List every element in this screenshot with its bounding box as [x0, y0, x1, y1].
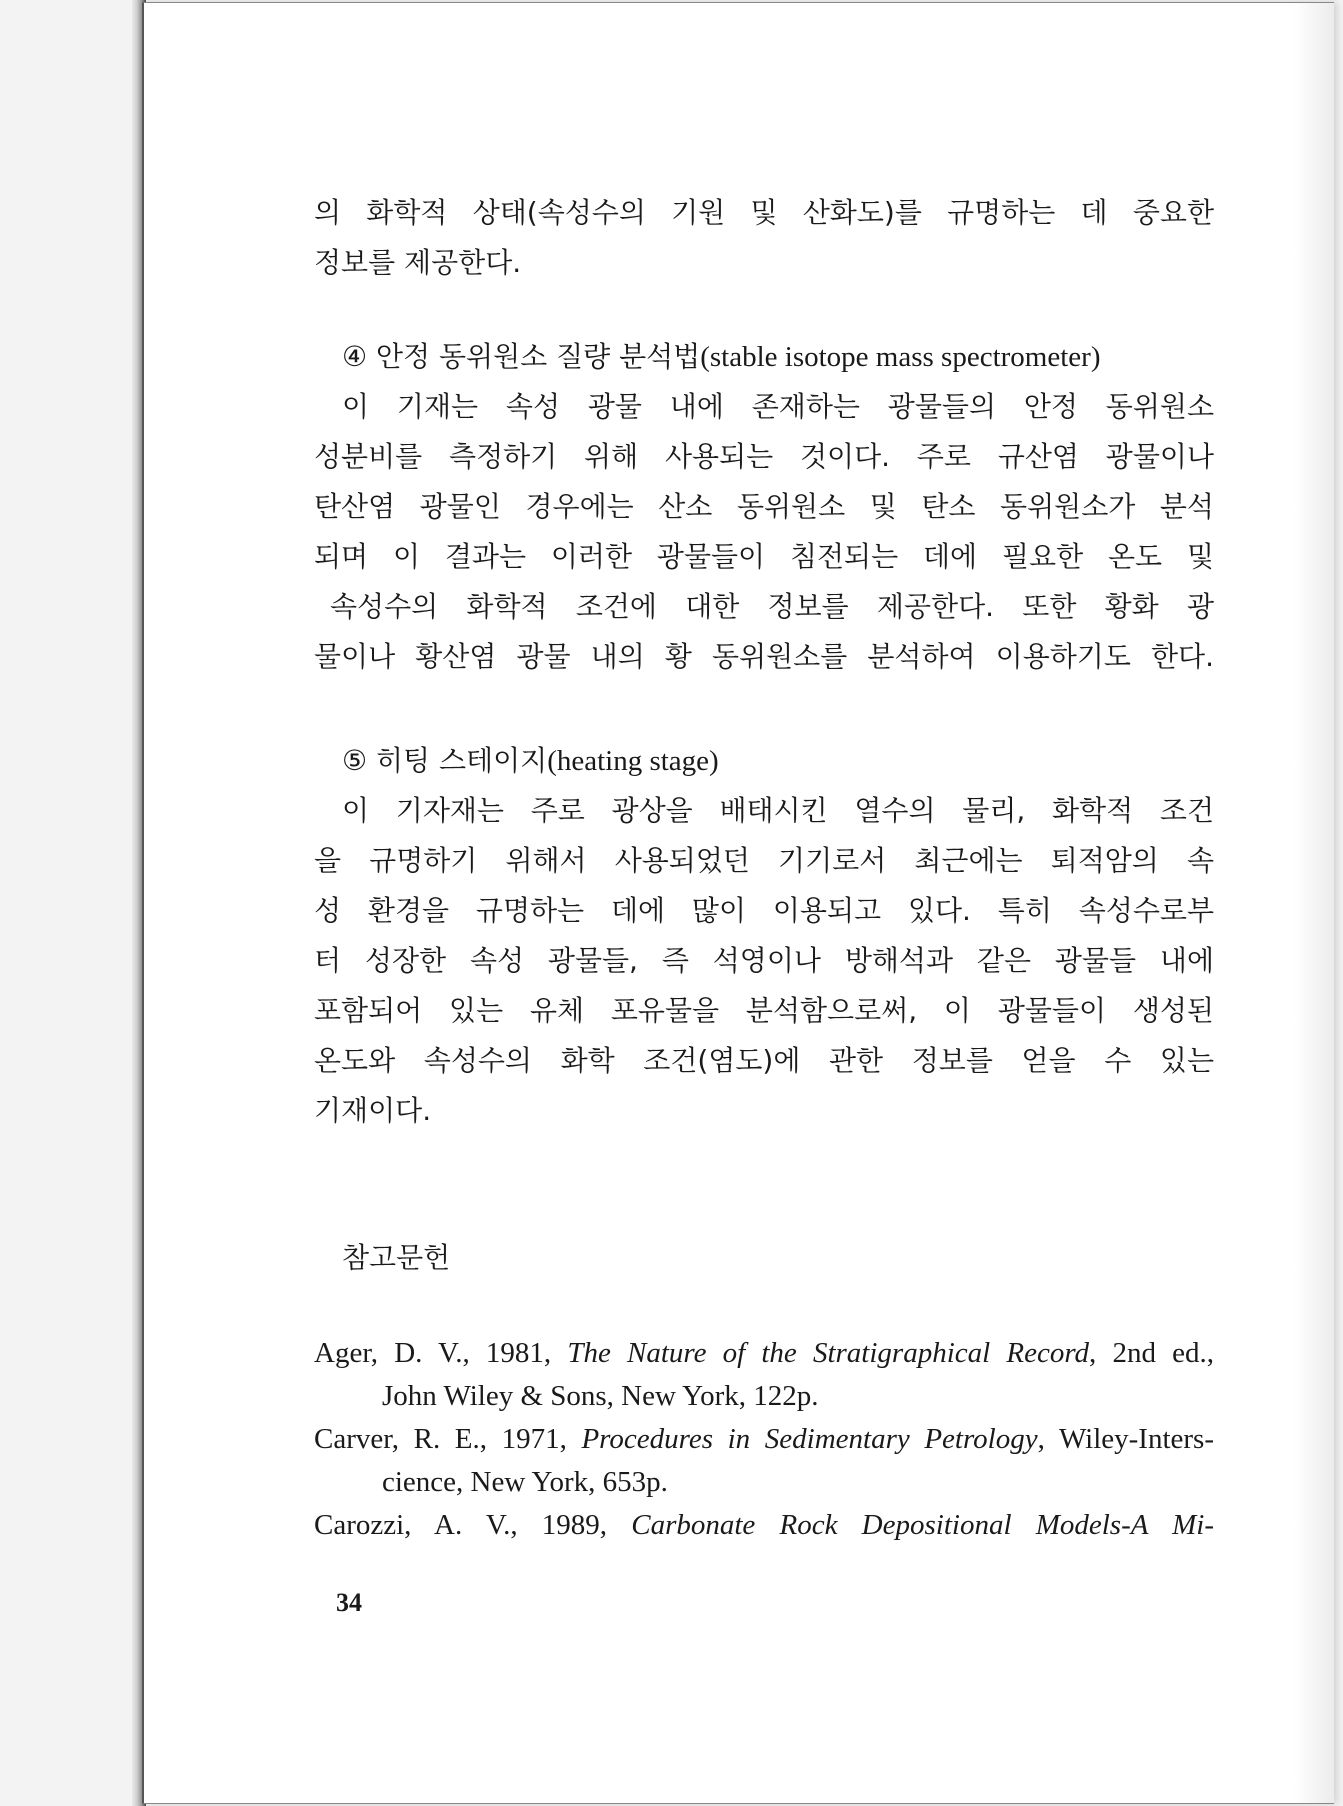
text-line: 을 규명하기 위해서 사용되었던 기기로서 최근에는 퇴적암의 속 [314, 844, 1214, 877]
section-heading-korean: ④ 안정 동위원소 질량 분석법 [342, 340, 701, 373]
reference-author-year: Carozzi, A. V., 1989, [314, 1509, 632, 1541]
reference-title: Carbonate Rock Depositional Models-A Mi- [631, 1509, 1214, 1541]
reference-author-year: Carver, R. E., 1971, [314, 1423, 582, 1455]
references-title: 참고문헌 [342, 1241, 451, 1274]
text-line: 이 기자재는 주로 광상을 배태시킨 열수의 물리, 화학적 조건 [342, 794, 1214, 827]
text-line: 탄산염 광물인 경우에는 산소 동위원소 및 탄소 동위원소가 분석 [314, 490, 1214, 523]
reference-details: , 2nd ed., [1089, 1337, 1214, 1369]
reference-entry [314, 1504, 1214, 1547]
section-heading [314, 332, 1214, 382]
references-list [314, 1332, 1214, 1547]
section-heading [314, 736, 1214, 786]
text-line: 의 화학적 상태(속성수의 기원 및 산화도)를 규명하는 데 중요한 [314, 196, 1214, 229]
reference-entry [314, 1332, 1214, 1375]
section-stable-isotope [314, 332, 1214, 682]
text-line: 온도와 속성수의 화학 조건(염도)에 관한 정보를 얻을 수 있는 [314, 1044, 1214, 1077]
reference-details: , Wiley-Inters- [1037, 1423, 1214, 1455]
text-line: 터 성장한 속성 광물들, 즉 석영이나 방해석과 같은 광물들 내에 [314, 944, 1214, 977]
reference-title: Procedures in Sedimentary Petrology [581, 1423, 1038, 1455]
text-line: 성 환경을 규명하는 데에 많이 이용되고 있다. 특히 속성수로부 [314, 894, 1214, 927]
section-heading-korean: ⑤ 히팅 스테이지 [342, 744, 548, 777]
section-heading-english: (stable isotope mass spectrometer) [700, 341, 1101, 373]
reference-continuation: John Wiley & Sons, New York, 122p. [382, 1380, 819, 1412]
text-line: 정보를 제공한다. [314, 246, 522, 279]
page-number: 34 [336, 1588, 362, 1617]
text-line: 이 기재는 속성 광물 내에 존재하는 광물들의 안정 동위원소 [342, 390, 1214, 423]
page-edge-shade [1294, 3, 1334, 1803]
text-line: 포함되어 있는 유체 포유물을 분석함으로써, 이 광물들이 생성된 [314, 994, 1214, 1027]
text-line: 속성수의 화학적 조건에 대한 정보를 제공한다. 또한 황화 광 [330, 590, 1214, 623]
text-line: 기재이다. [314, 1094, 432, 1127]
section-heating-stage [314, 736, 1214, 1136]
text-line: 물이나 황산염 광물 내의 황 동위원소를 분석하여 이용하기도 한다. [314, 640, 1214, 673]
intro-paragraph [314, 188, 1214, 288]
reference-continuation: cience, New York, 653p. [382, 1466, 668, 1498]
reference-title: The Nature of the Stratigraphical Record [567, 1337, 1090, 1369]
text-line: 성분비를 측정하기 위해 사용되는 것이다. 주로 규산염 광물이나 [314, 440, 1214, 473]
reference-entry [314, 1418, 1214, 1461]
section-heading-english: (heating stage) [547, 745, 719, 777]
reference-author-year: Ager, D. V., 1981, [314, 1337, 568, 1369]
text-line: 되며 이 결과는 이러한 광물들이 침전되는 데에 필요한 온도 및 [314, 540, 1214, 573]
